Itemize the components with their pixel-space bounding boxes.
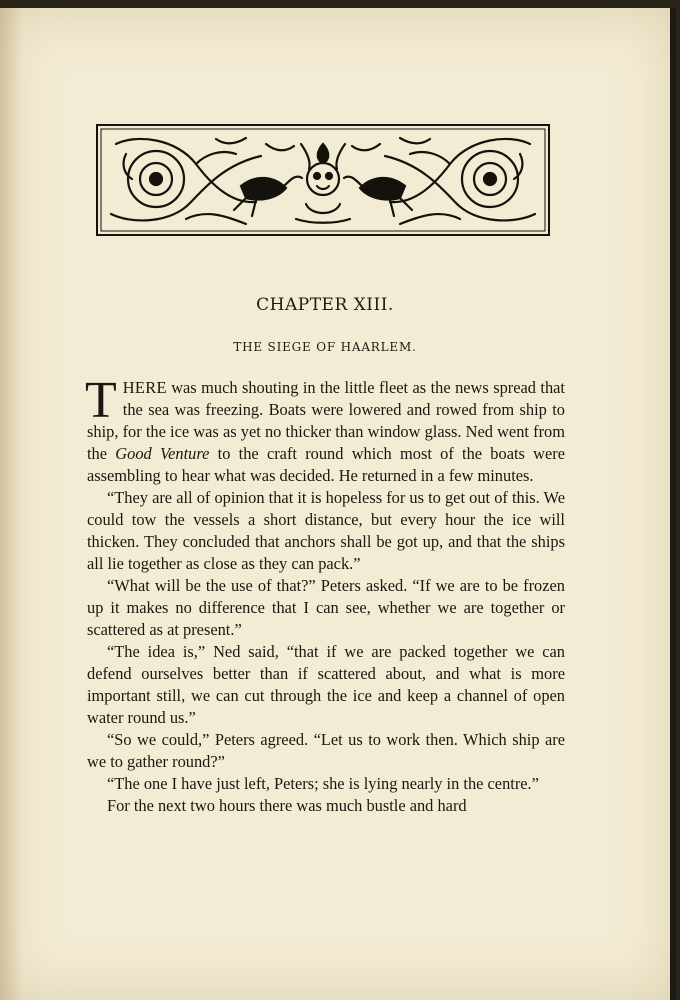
paragraph: “They are all of opinion that it is hopeless for us to get out of this. We could tow the vessels a short distance, but every hour the ice will thicken. They concluded that anchors shall be got up, and that the ships all lie together as close as they can pack.” xyxy=(87,488,565,573)
paragraph: THERE was much shouting in the little fleet as the news spread that the sea was freezing. Boats were lowered and rowed from ship to ship, for the ice was as yet no thicker than window glass. Ned went from the Good Venture to the craft round which most of the boats were assembling to hear what was decided. He returned in a few minutes. xyxy=(85,372,565,485)
drop-cap: T xyxy=(85,372,117,429)
paragraph: “The idea is,” Ned said, “that if we are packed together we can defend ourselves better than if scattered about, and what is more important still, we can cut through the ice and keep a channel of open water round us.” xyxy=(87,642,565,727)
body-text xyxy=(85,372,565,817)
paragraph: “What will be the use of that?” Peters asked. “If we are to be frozen up it makes no difference that I can see, whether we are together or scattered as at present.” xyxy=(87,576,565,639)
book-page xyxy=(0,8,676,1000)
page-gutter-shadow xyxy=(0,8,22,1000)
paragraph: For the next two hours there was much bustle and hard xyxy=(107,796,467,815)
chapter-heading: CHAPTER XIII. xyxy=(256,295,394,315)
ship-name: Good Venture xyxy=(115,444,210,463)
paragraph: “The one I have just left, Peters; she is lying nearly in the centre.” xyxy=(107,774,539,793)
chapter-title: THE SIEGE OF HAARLEM. xyxy=(233,340,417,354)
ornamental-headpiece-icon xyxy=(96,124,550,236)
page-right-edge xyxy=(670,8,676,1000)
paragraph: “So we could,” Peters agreed. “Let us to work then. Which ship are we to gather round?” xyxy=(87,730,565,771)
